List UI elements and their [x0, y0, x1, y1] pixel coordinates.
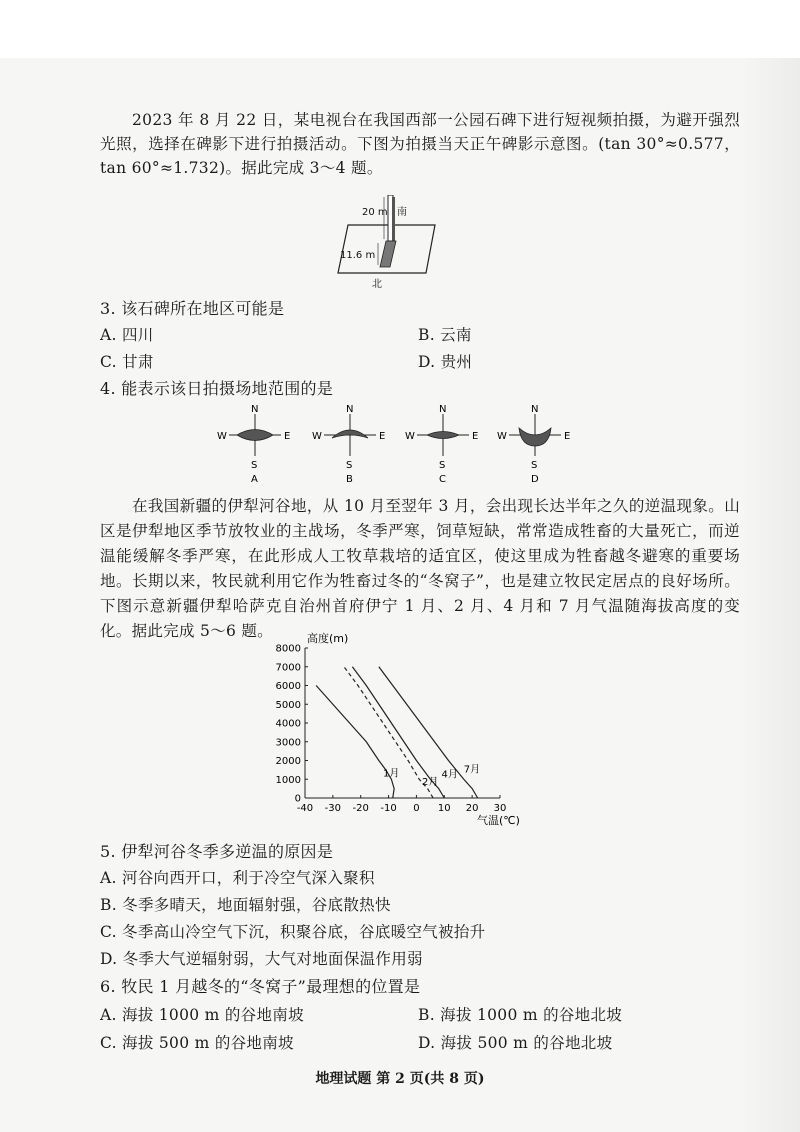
compass-c-n: N: [439, 404, 447, 415]
chart-x-tick-label: 30: [493, 803, 507, 814]
chart-series-label: 1月: [383, 768, 400, 780]
chart-y-tick-label: 5000: [275, 699, 301, 711]
compass-c-e: E: [472, 431, 479, 442]
compass-a-s: S: [251, 460, 258, 471]
chart-y-tick-label: 3000: [275, 737, 301, 749]
q6-option-b[interactable]: B. 海拔 1000 m 的谷地北坡: [418, 1006, 623, 1024]
chart-y-tick-label: 2000: [275, 756, 301, 767]
fig1-shadow-label: 11.6 m: [340, 250, 376, 261]
scan-right-shadow: [740, 58, 800, 1132]
chart-x-tick-label: 20: [465, 803, 479, 814]
q5-option-a[interactable]: A. 河谷向西开口，利于冷空气深入聚积: [100, 869, 375, 887]
chart-y-tick-label: 1000: [275, 774, 301, 786]
q5-option-b[interactable]: B. 冬季多晴天，地面辐射强，谷底散热快: [100, 896, 391, 914]
question-5-stem: 5. 伊犁河谷冬季多逆温的原因是: [100, 842, 334, 861]
q6-option-d[interactable]: D. 海拔 500 m 的谷地北坡: [418, 1034, 613, 1052]
compass-b[interactable]: [312, 404, 385, 484]
compass-c-w: W: [405, 431, 415, 442]
chart-y-tick-label: 0: [294, 793, 301, 805]
compass-a[interactable]: [217, 404, 290, 484]
compass-b-e: E: [379, 431, 386, 442]
fig1-north-label: 北: [372, 279, 382, 290]
compass-d-n: N: [531, 404, 539, 415]
question-3-stem: 3. 该石碑所在地区可能是: [100, 299, 285, 318]
chart-y-tick-label: 4000: [275, 718, 301, 730]
compass-a-w: W: [217, 431, 227, 442]
compass-d[interactable]: [497, 404, 570, 484]
q3-option-c[interactable]: C. 甘肃: [100, 353, 154, 371]
question-6-stem: 6. 牧民 1 月越冬的“冬窝子”最理想的位置是: [100, 977, 421, 996]
intro-paragraph-3-4: 2023 年 8 月 22 日，某电视台在我国西部一公园石碑下进行短视频拍摄，为避开强烈光照，选择在碑影下进行拍摄活动。下图为拍摄当天正午碑影示意图。(tan 30°≈0.577，tan 60°≈1.732)。据此完成 3～4 题。: [100, 111, 740, 177]
compass-d-w: W: [497, 431, 507, 442]
q3-option-a[interactable]: A. 四川: [100, 326, 154, 344]
q6-option-c[interactable]: C. 海拔 500 m 的谷地南坡: [100, 1034, 294, 1052]
compass-d-s: S: [531, 460, 538, 471]
fig1-height-label: 20 m: [362, 207, 388, 218]
compass-d-letter: D: [531, 474, 539, 484]
chart-x-tick-label: -40: [296, 803, 314, 814]
compass-c-s: S: [439, 460, 446, 471]
q5-option-d[interactable]: D. 冬季大气逆辐射弱，大气对地面保温作用弱: [100, 950, 423, 968]
chart-x-tick-label: 10: [437, 803, 451, 814]
compass-c[interactable]: [405, 404, 478, 484]
chart-series-label: 7月: [463, 764, 481, 776]
intro-paragraph-5-6: 在我国新疆的伊犁河谷地，从 10 月至翌年 3 月，会出现长达半年之久的逆温现象。山区是伊犁地区季节放牧业的主战场，冬季严寒，饲草短缺，常常造成牲畜的大量死亡，而逆温能缓解冬季严寒，在此形成人工牧草栽培的适宜区，使这里成为牲畜越冬避寒的重要场地。长期以来，牧民就利用它作为牲畜过冬的“冬窝子”，也是建立牧民定居点的良好场所。下图示意新疆伊犁哈萨克自治州首府伊宁 1 月、2 月、4 月和 7 月气温随海拔高度的变化。据此完成 5～6 题。: [100, 497, 740, 640]
compass-b-letter: B: [346, 474, 353, 484]
compass-c-letter: C: [439, 474, 446, 484]
compass-b-w: W: [312, 431, 322, 442]
q3-option-d[interactable]: D. 贵州: [418, 353, 473, 371]
stele-shadow-figure: [330, 195, 455, 290]
question-4-stem: 4. 能表示该日拍摄场地范围的是: [100, 379, 334, 398]
chart-ylabel: 高度(m): [307, 632, 349, 645]
fig1-south-label: 南: [397, 207, 407, 218]
compass-a-n: N: [251, 404, 259, 415]
compass-b-n: N: [346, 404, 354, 415]
page-footer: 地理试题 第 2 页(共 8 页): [315, 1071, 485, 1087]
chart-x-tick-label: -10: [380, 803, 397, 814]
chart-xlabel: 气温(℃): [477, 814, 520, 827]
compass-b-s: S: [346, 460, 353, 471]
q3-option-b[interactable]: B. 云南: [418, 326, 472, 344]
chart-y-tick-label: 8000: [275, 643, 301, 655]
chart-series-line: [316, 686, 394, 799]
chart-series-label: 2月: [422, 776, 439, 788]
chart-y-tick-label: 7000: [275, 662, 301, 674]
compass-a-letter: A: [251, 474, 258, 484]
q5-option-c[interactable]: C. 冬季高山冷空气下沉，积聚谷底，谷底暖空气被抬升: [100, 923, 486, 941]
compass-d-e: E: [564, 431, 571, 442]
q4-compass-figures: [205, 402, 595, 484]
chart-series-label: 4月: [441, 769, 458, 781]
chart-x-tick-label: 0: [413, 803, 420, 814]
chart-x-tick-label: -30: [324, 803, 342, 814]
chart-x-tick-label: -20: [352, 803, 369, 814]
compass-a-e: E: [284, 431, 291, 442]
scan-top-margin: [0, 0, 800, 58]
q6-option-a[interactable]: A. 海拔 1000 m 的谷地南坡: [100, 1006, 304, 1024]
temperature-altitude-chart: [255, 630, 535, 830]
chart-y-tick-label: 6000: [275, 681, 301, 692]
